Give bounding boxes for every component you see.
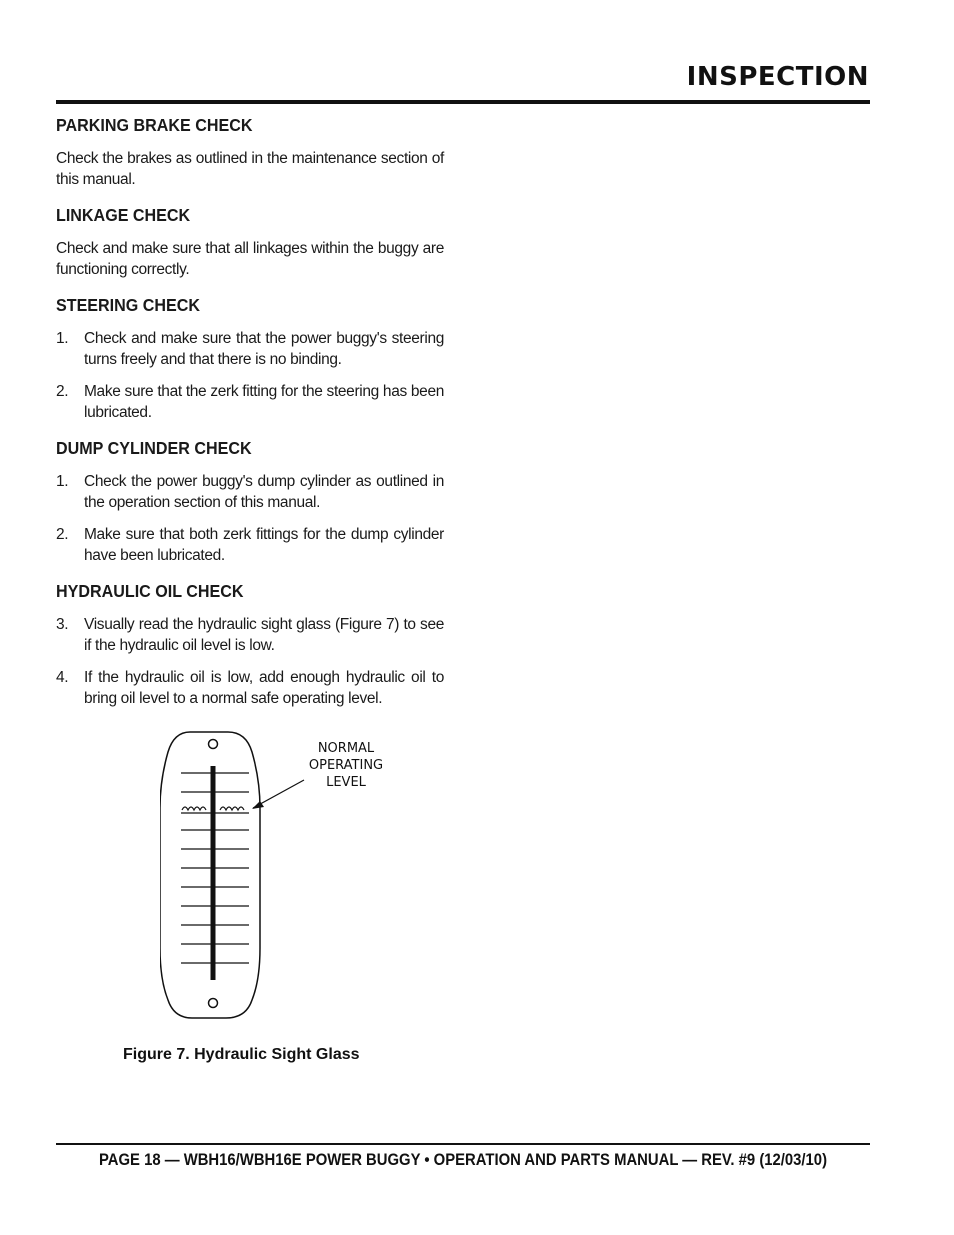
- section-text-linkage: Check and make sure that all linkages within the buggy are functioning correctly.: [56, 240, 444, 278]
- list-number: 2.: [56, 383, 69, 400]
- sight-glass-gauge-bar: [211, 766, 216, 980]
- callout-line: OPERATING: [308, 758, 384, 773]
- callout-line: NORMAL: [317, 741, 375, 756]
- section-text-parking-brake: Check the brakes as outlined in the maintenance section of this manual.: [56, 150, 444, 188]
- list-text: Make sure that both zerk fittings for the dump cylinder have been lubricated.: [84, 526, 444, 564]
- page-footer: PAGE 18 — WBH16/WBH16E POWER BUGGY • OPERATION AND PARTS MANUAL — REV. #9 (12/03/10): [98, 1151, 828, 1169]
- figure-caption: Figure 7. Hydraulic Sight Glass: [123, 1046, 360, 1063]
- hydraulic-oil-list: [56, 614, 444, 709]
- bottom-mount-hole: [209, 999, 218, 1008]
- list-item: [56, 667, 444, 709]
- section-heading-dump-cylinder: DUMP CYLINDER CHECK: [56, 438, 252, 458]
- section-heading-hydraulic-oil: HYDRAULIC OIL CHECK: [56, 581, 244, 601]
- list-number: 4.: [56, 669, 69, 686]
- list-number: 1.: [56, 330, 69, 347]
- dump-cylinder-list: [56, 471, 444, 566]
- content-column: [56, 112, 444, 721]
- list-text: Check and make sure that the power buggy's steering turns freely and that there is no binding.: [84, 330, 444, 368]
- section-heading-steering: STEERING CHECK: [56, 295, 201, 315]
- list-item: [56, 328, 444, 370]
- callout-arrowhead: [252, 801, 264, 809]
- normal-operating-level-callout: [296, 740, 396, 791]
- sight-glass-outline: [160, 732, 260, 1018]
- list-item: [56, 524, 444, 566]
- top-mount-hole: [209, 740, 218, 749]
- list-number: 1.: [56, 473, 69, 490]
- list-item: [56, 471, 444, 513]
- steering-list: [56, 328, 444, 423]
- list-item: [56, 381, 444, 423]
- header-rule: [56, 100, 870, 104]
- footer-rule: [56, 1143, 870, 1145]
- list-text: If the hydraulic oil is low, add enough hydraulic oil to bring oil level to a normal safe operating level.: [84, 669, 444, 707]
- list-text: Check the power buggy's dump cylinder as outlined in the operation section of this manual.: [84, 473, 444, 511]
- list-item: [56, 614, 444, 656]
- list-text: Make sure that the zerk fitting for the steering has been lubricated.: [84, 383, 444, 421]
- section-heading-parking-brake: PARKING BRAKE CHECK: [56, 115, 253, 135]
- callout-line: LEVEL: [326, 775, 366, 790]
- page-title: INSPECTION: [686, 62, 869, 92]
- list-number: 3.: [56, 616, 69, 633]
- list-number: 2.: [56, 526, 69, 543]
- section-heading-linkage: LINKAGE CHECK: [56, 205, 191, 225]
- list-text: Visually read the hydraulic sight glass (Figure 7) to see if the hydraulic oil level is low.: [84, 616, 444, 654]
